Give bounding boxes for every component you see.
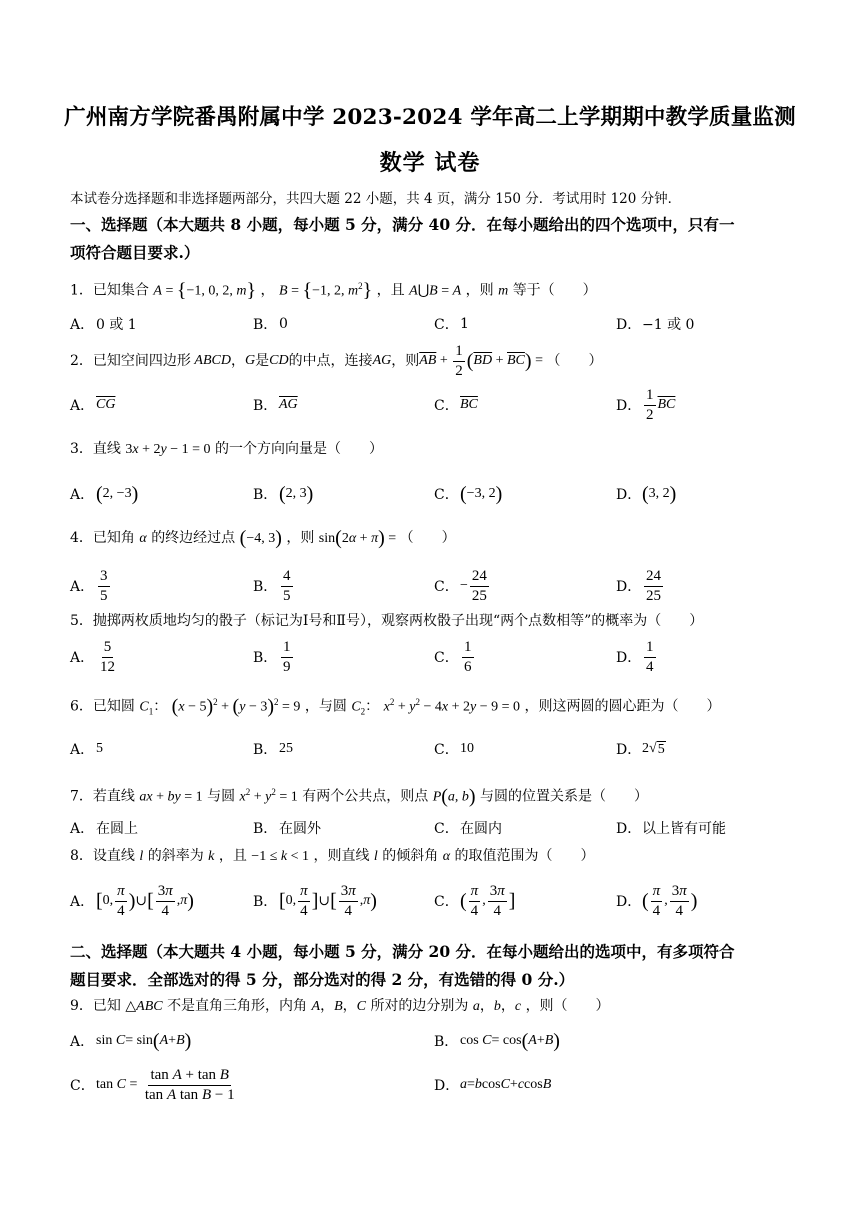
option-1b[interactable]: B． 0: [253, 316, 288, 333]
question-6-stem: 6．已知圆 $C_1$： $(x - 5)^2 + (y - 3)^2 = 9$ ，与圆 $C_2$： $x^2 + y^2 - 4x + 2y - 9 = 0$ ，则这两圆的圆心距为（ ）: [70, 695, 721, 718]
option-5d[interactable]: D． $\frac{1}{4}$: [616, 638, 654, 675]
question-2-stem: 2．已知空间四边形 ABCD ， G 是 CD 的中点，连接 AG ，则 $\overline{AB}$ + $\frac{1}{2}$ ( $\overline{BD}$ + $\overline{BC}$ ) = （ ）: [70, 342, 603, 379]
option-3c[interactable]: C． ( −3, 2 ): [434, 482, 503, 505]
question-9-stem: 9．已知 △ABC 不是直角三角形，内角 A，B，C 所对的边分别为 a，b，c ，则（ ）: [70, 998, 610, 1014]
question-2-options: [70, 380, 800, 430]
exam-subtitle: 数学 试卷: [379, 150, 481, 176]
option-8d[interactable]: D． ( $\frac{\pi}{4}$ , $\frac{3\pi}{4}$ ): [616, 882, 698, 919]
option-7c[interactable]: C． 在圆内: [434, 821, 502, 837]
option-5a[interactable]: A． $\frac{5}{12}$: [70, 638, 115, 675]
question-8-options: [70, 876, 800, 926]
option-3d[interactable]: D． ( 3, 2 ): [616, 482, 677, 505]
option-6d[interactable]: D． 2√ 5: [616, 741, 665, 758]
option-4b[interactable]: B． $\frac{4}{5}$: [253, 567, 291, 604]
question-5-options: [70, 632, 800, 682]
option-3b[interactable]: B． ( 2, 3 ): [253, 482, 314, 505]
option-2d[interactable]: D． $\frac{1}{2}$ $\overline{BC}$: [616, 386, 676, 423]
question-9-options-cd: [70, 1060, 800, 1110]
option-6a[interactable]: A． 5: [70, 741, 103, 758]
option-2b[interactable]: B． $\overline{AG}$: [253, 397, 298, 414]
option-2c[interactable]: C． $\overline{BC}$: [434, 397, 478, 414]
option-1c[interactable]: C． 1: [434, 316, 469, 333]
option-5b[interactable]: B． $\frac{1}{9}$: [253, 638, 291, 675]
option-2a[interactable]: A． $\overline{CG}$: [70, 397, 116, 414]
option-6c[interactable]: C． 10: [434, 741, 474, 758]
exam-intro: 本试卷分选择题和非选择题两部分，共四大题 22 小题，共 4 页，满分 150 分．考试用时 120 分钟．: [70, 191, 682, 207]
question-3-options: [70, 469, 800, 519]
question-9-options-ab: [70, 1016, 800, 1066]
option-3a[interactable]: A． ( 2, −3 ): [70, 482, 139, 505]
question-6-options: [70, 724, 800, 774]
option-9b[interactable]: B． cos C = cos ( A + B ): [434, 1029, 560, 1052]
option-4c[interactable]: C． − $\frac{24}{25}$: [434, 567, 487, 604]
section-1-heading: 一、选择题（本大题共 8 小题，每小题 5 分，满分 40 分．在每小题给出的四个选项中，只有一 项符合题目要求.）: [70, 215, 735, 262]
question-4-options: [70, 561, 800, 611]
option-9a[interactable]: A． sin C = sin ( A + B ): [70, 1029, 192, 1052]
option-4a[interactable]: A． $\frac{3}{5}$: [70, 567, 108, 604]
option-8a[interactable]: A． [ 0, $\frac{\pi}{4}$ ) ∪ [ $\frac{3\pi}{4}$ , π ): [70, 882, 194, 919]
option-7b[interactable]: B． 在圆外: [253, 821, 321, 837]
option-4d[interactable]: D． $\frac{24}{25}$: [616, 567, 661, 604]
question-5-stem: 5．抛掷两枚质地均匀的骰子（标记为Ⅰ号和Ⅱ号），观察两枚骰子出现“两个点数相等”的概率为（ ）: [70, 613, 704, 629]
option-5c[interactable]: C． $\frac{1}{6}$: [434, 638, 472, 675]
option-6b[interactable]: B． 25: [253, 741, 293, 758]
option-1a[interactable]: A． 0 或 1: [70, 317, 137, 333]
option-7a[interactable]: A． 在圆上: [70, 821, 138, 837]
question-7-stem: 7．若直线 ax + by = 1 与圆 $x^2 + y^2 = 1$ 有两个公共点，则点 P(a, b) 与圆的位置关系是（ ）: [70, 785, 649, 808]
question-1-stem: 1．已知集合 A = {−1, 0, 2, m} ， B = {−1, 2, $m^2$} ，且 A⋃B = A ，则 m 等于（ ）: [70, 279, 597, 302]
question-4-stem: 4．已知角 α 的终边经过点 (−4, 3) ，则 sin(2α + π) = （ ）: [70, 527, 456, 549]
option-8b[interactable]: B． [ 0, $\frac{\pi}{4}$ ] ∪ [ $\frac{3\pi}{4}$ , π ): [253, 882, 377, 919]
question-3-stem: 3．直线 3x + 2y − 1 = 0 的一个方向向量是（ ）: [70, 441, 383, 457]
option-7d[interactable]: D． 以上皆有可能: [616, 821, 726, 837]
option-9c[interactable]: C． tan C = $\frac{\text{tan A + tan B}}{\text{tan A tan B − 1}}$: [70, 1066, 235, 1103]
question-8-stem: 8．设直线 l 的斜率为 k ，且 −1 ≤ k < 1 ，则直线 l 的倾斜角 α 的取值范围为（ ）: [70, 848, 595, 864]
option-9d[interactable]: D． a = b cos C + c cos B: [434, 1077, 552, 1094]
question-7-options: [70, 815, 800, 841]
exam-title: 广州南方学院番禺附属中学 2023-2024 学年高二上学期期中教学质量监测: [64, 105, 796, 130]
section-2-heading: 二、选择题（本大题共 4 小题，每小题 5 分，满分 20 分．在每小题给出的选项中，有多项符合 题目要求．全部选对的得 5 分，部分选对的得 2 分，有选错的得 0 分.）: [70, 942, 735, 989]
option-8c[interactable]: C． ( $\frac{\pi}{4}$ , $\frac{3\pi}{4}$ ]: [434, 882, 516, 919]
option-1d[interactable]: D． −1 或 0: [616, 317, 695, 333]
